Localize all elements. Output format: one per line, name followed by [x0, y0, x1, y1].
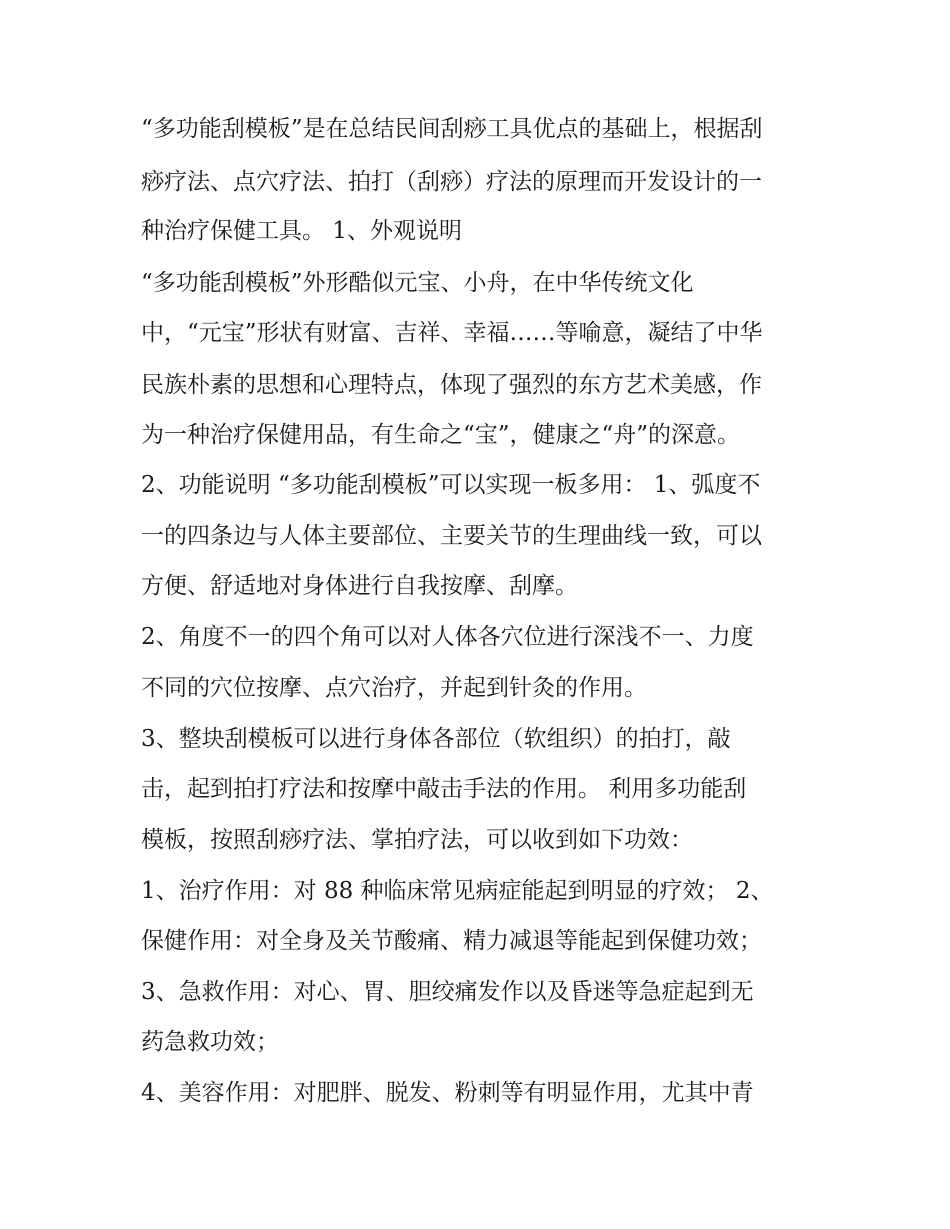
text-line: 种治疗保健工具。 1、外观说明	[141, 218, 462, 244]
text-line: “多功能刮模板”外形酷似元宝、小舟，在中华传统文化	[141, 270, 694, 296]
text-line: 方便、舒适地对身体进行自我按摩、刮摩。	[141, 573, 578, 599]
text-line: 模板，按照刮痧疗法、掌拍疗法，可以收到如下功效：	[141, 827, 693, 853]
text-line: 4、美容作用：对肥胖、脱发、粉刺等有明显作用，尤其中青	[141, 1080, 754, 1106]
text-line: 保健作用：对全身及关节酸痛、精力减退等能起到保健功效；	[141, 928, 762, 954]
text-line: 一的四条边与人体主要部位、主要关节的生理曲线一致，可以	[141, 523, 762, 549]
text-line: 痧疗法、点穴疗法、拍打（刮痧）疗法的原理而开发设计的一	[141, 169, 762, 195]
text-line: 击，起到拍打疗法和按摩中敲击手法的作用。 利用多功能刮	[141, 776, 747, 802]
text-line: 2、功能说明 “多功能刮模板”可以实现一板多用： 1、弧度不	[141, 472, 761, 498]
text-line: “多功能刮模板”是在总结民间刮痧工具优点的基础上，根据刮	[141, 116, 763, 142]
text-line: 3、急救作用：对心、胃、胆绞痛发作以及昏迷等急症起到无	[141, 979, 754, 1005]
text-line: 为一种治疗保健用品，有生命之“宝”，健康之“舟”的深意。	[141, 422, 741, 448]
text-line: 中，“元宝”形状有财富、吉祥、幸福……等喻意，凝结了中华	[141, 320, 763, 346]
text-line: 药急救功效；	[141, 1029, 279, 1055]
text-line: 3、整块刮模板可以进行身体各部位（软组织）的拍打，敲	[141, 726, 731, 752]
text-line: 1、治疗作用：对 88 种临床常见病症能起到明显的疗效； 2、	[141, 878, 774, 904]
text-line: 不同的穴位按摩、点穴治疗，并起到针灸的作用。	[141, 675, 647, 701]
text-line: 民族朴素的思想和心理特点，体现了强烈的东方艺术美感，作	[141, 372, 762, 398]
text-line: 2、角度不一的四个角可以对人体各穴位进行深浅不一、力度	[141, 624, 754, 650]
